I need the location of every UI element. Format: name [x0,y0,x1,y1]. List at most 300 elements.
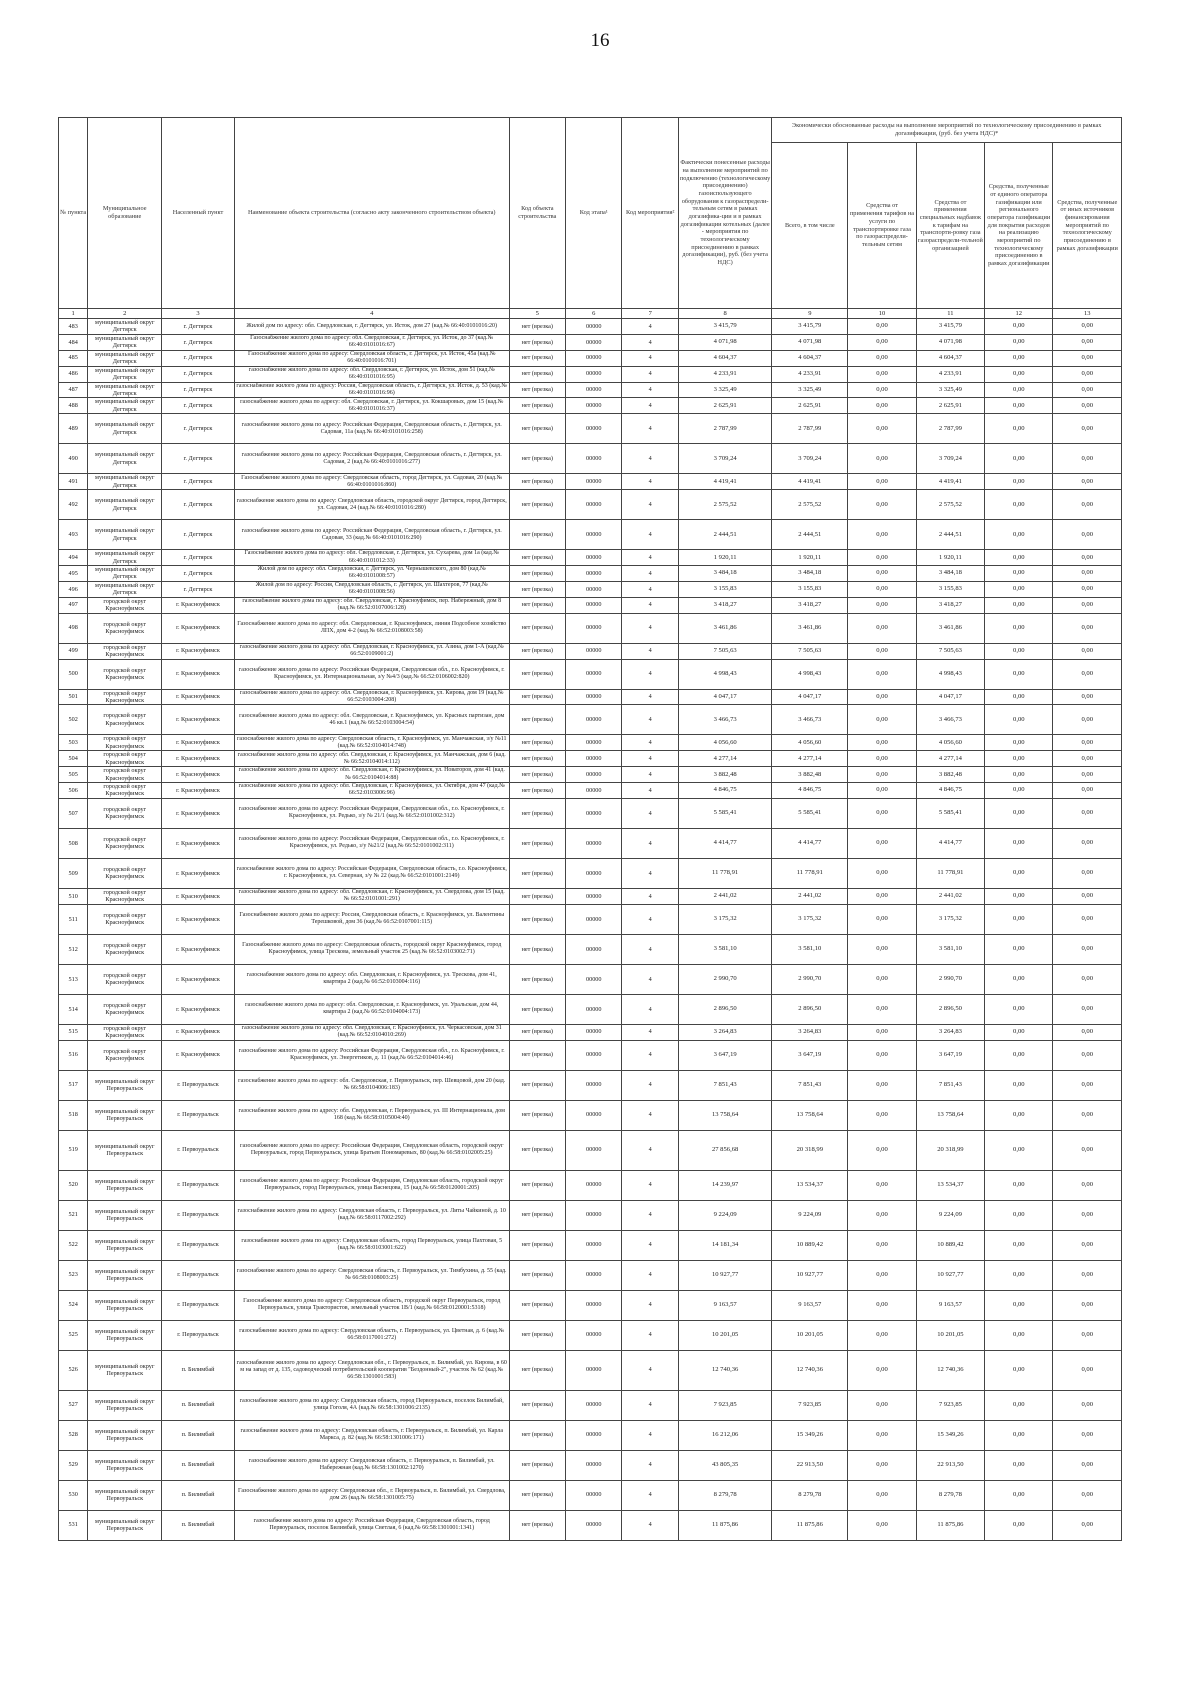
object-code-cell: нет (врезка) [509,767,565,783]
table-row [59,350,1122,366]
other-funds-cell: 0,00 [1053,1260,1122,1290]
object-code-cell: нет (врезка) [509,798,565,828]
header-economic-costs-group: Экономически обоснованные расходы на выполнение мероприятий по технологическому присоединению в рамках догазификации, (руб. без учета НДС)* [772,118,1122,143]
actual-costs-cell: 3 418,27 [678,597,771,613]
table-row [59,1260,1122,1290]
table-row [59,659,1122,689]
surcharge-funds-cell: 4 846,75 [916,783,984,799]
municipality-cell: муниципальный округ Первоуральск [88,1170,162,1200]
object-code-cell: нет (врезка) [509,490,565,520]
event-code-cell: 4 [622,643,678,659]
row-number: 527 [59,1390,88,1420]
object-code-cell: нет (врезка) [509,350,565,366]
row-number: 483 [59,319,88,335]
actual-costs-cell: 1 920,11 [678,550,771,566]
column-number: 8 [678,309,771,319]
operator-funds-cell: 0,00 [985,1260,1053,1290]
operator-funds-cell: 0,00 [985,659,1053,689]
row-number: 486 [59,366,88,382]
table-row [59,735,1122,751]
surcharge-funds-cell: 2 444,51 [916,520,984,550]
total-cell: 1 920,11 [772,550,848,566]
event-code-cell: 4 [622,659,678,689]
operator-funds-cell: 0,00 [985,597,1053,613]
table-row [59,566,1122,582]
settlement-cell: г. Красноуфимск [162,643,235,659]
surcharge-funds-cell: 13 534,37 [916,1170,984,1200]
surcharge-funds-cell: 7 851,43 [916,1070,984,1100]
surcharge-funds-cell: 2 896,50 [916,994,984,1024]
other-funds-cell: 0,00 [1053,751,1122,767]
object-name-cell: Газоснабжение жилого дома по адресу: обл. Свердловская, г. Красноуфимск, линия Подсобное хозяйство ЛПХ, дом 4-2 (кад.№ 66:52:0108003:58) [234,613,509,643]
total-cell: 4 047,17 [772,689,848,705]
object-code-cell: нет (врезка) [509,520,565,550]
event-code-cell: 4 [622,398,678,414]
other-funds-cell: 0,00 [1053,1350,1122,1390]
stage-code-cell: 00000 [566,444,622,474]
operator-funds-cell: 0,00 [985,566,1053,582]
actual-costs-cell: 2 787,99 [678,414,771,444]
settlement-cell: г. Красноуфимск [162,828,235,858]
stage-code-cell: 00000 [566,1420,622,1450]
surcharge-funds-cell: 3 647,19 [916,1040,984,1070]
total-cell: 4 604,37 [772,350,848,366]
settlement-cell: п. Билимбай [162,1450,235,1480]
total-cell: 4 233,91 [772,366,848,382]
header-stage-code: Код этапа¹ [566,118,622,309]
row-number: 485 [59,350,88,366]
event-code-cell: 4 [622,597,678,613]
operator-funds-cell: 0,00 [985,783,1053,799]
surcharge-funds-cell: 3 264,83 [916,1024,984,1040]
event-code-cell: 4 [622,1510,678,1540]
surcharge-funds-cell: 2 575,52 [916,490,984,520]
operator-funds-cell: 0,00 [985,751,1053,767]
event-code-cell: 4 [622,783,678,799]
municipality-cell: городской округ Красноуфимск [88,659,162,689]
table-row [59,1130,1122,1170]
table-row [59,828,1122,858]
row-number: 531 [59,1510,88,1540]
object-name-cell: газоснабжение жилого дома по адресу: обл. Свердловская, г. Красноуфимск, ул. Черкасовская, дом 31 (кад.№ 66:52:0104010:269) [234,1024,509,1040]
surcharge-funds-cell: 4 047,17 [916,689,984,705]
tariff-funds-cell: 0,00 [848,751,916,767]
object-code-cell: нет (врезка) [509,904,565,934]
tariff-funds-cell: 0,00 [848,1100,916,1130]
row-number: 501 [59,689,88,705]
column-number: 6 [566,309,622,319]
table-row [59,366,1122,382]
tariff-funds-cell: 0,00 [848,705,916,735]
row-number: 513 [59,964,88,994]
tariff-funds-cell: 0,00 [848,414,916,444]
object-name-cell: Газоснабжение жилого дома по адресу: Россия, Свердловская область, г. Красноуфимск, ул. Валентины Терешковой, дом 36 (кад.№ 66:52:0107001:115) [234,904,509,934]
settlement-cell: г. Дегтярск [162,581,235,597]
object-code-cell: нет (врезка) [509,398,565,414]
other-funds-cell: 0,00 [1053,613,1122,643]
stage-code-cell: 00000 [566,828,622,858]
row-number: 510 [59,888,88,904]
total-cell: 10 201,05 [772,1320,848,1350]
other-funds-cell: 0,00 [1053,319,1122,335]
object-code-cell: нет (врезка) [509,474,565,490]
surcharge-funds-cell: 15 349,26 [916,1420,984,1450]
object-code-cell: нет (врезка) [509,382,565,398]
tariff-funds-cell: 0,00 [848,964,916,994]
total-cell: 3 415,79 [772,319,848,335]
actual-costs-cell: 10 201,05 [678,1320,771,1350]
settlement-cell: г. Красноуфимск [162,597,235,613]
settlement-cell: г. Первоуральск [162,1170,235,1200]
operator-funds-cell: 0,00 [985,904,1053,934]
stage-code-cell: 00000 [566,1024,622,1040]
operator-funds-cell: 0,00 [985,964,1053,994]
settlement-cell: г. Красноуфимск [162,751,235,767]
total-cell: 3 466,73 [772,705,848,735]
event-code-cell: 4 [622,414,678,444]
gasification-costs-table [58,117,1122,1541]
municipality-cell: муниципальный округ Дегтярск [88,334,162,350]
stage-code-cell: 00000 [566,1070,622,1100]
total-cell: 7 923,85 [772,1390,848,1420]
object-name-cell: Газоснабжение жилого дома по адресу: Свердловская обл., г. Первоуральск, п. Билимбай, ул. Свердлова, дом 26 (кад.№ 66:58:1301005:75) [234,1480,509,1510]
settlement-cell: г. Красноуфимск [162,613,235,643]
total-cell: 3 325,49 [772,382,848,398]
actual-costs-cell: 3 175,32 [678,904,771,934]
object-code-cell: нет (врезка) [509,1390,565,1420]
operator-funds-cell: 0,00 [985,735,1053,751]
actual-costs-cell: 7 505,63 [678,643,771,659]
actual-costs-cell: 12 740,36 [678,1350,771,1390]
table-row [59,1200,1122,1230]
table-row [59,382,1122,398]
event-code-cell: 4 [622,1320,678,1350]
object-name-cell: газоснабжение жилого дома по адресу: Свердловская область, город Первоуральск, поселок Билимбай, улица Гоголя, 4А (кад.№ 66:58:1301006:2135) [234,1390,509,1420]
settlement-cell: г. Дегтярск [162,398,235,414]
municipality-cell: городской округ Красноуфимск [88,613,162,643]
object-code-cell: нет (врезка) [509,597,565,613]
object-name-cell: газоснабжение жилого дома по адресу: Свердловская область, г. Первоуральск, ул. Цветная, д. 6 (кад.№ 66:58:0117001:272) [234,1320,509,1350]
other-funds-cell: 0,00 [1053,735,1122,751]
row-number: 528 [59,1420,88,1450]
other-funds-cell: 0,00 [1053,964,1122,994]
table-body [59,309,1122,1541]
row-number: 495 [59,566,88,582]
tariff-funds-cell: 0,00 [848,735,916,751]
surcharge-funds-cell: 5 585,41 [916,798,984,828]
tariff-funds-cell: 0,00 [848,1170,916,1200]
table-row [59,798,1122,828]
surcharge-funds-cell: 10 201,05 [916,1320,984,1350]
surcharge-funds-cell: 4 998,43 [916,659,984,689]
table-row [59,858,1122,888]
municipality-cell: муниципальный округ Дегтярск [88,474,162,490]
municipality-cell: городской округ Красноуфимск [88,783,162,799]
object-code-cell: нет (врезка) [509,581,565,597]
settlement-cell: г. Красноуфимск [162,994,235,1024]
tariff-funds-cell: 0,00 [848,828,916,858]
row-number: 494 [59,550,88,566]
municipality-cell: муниципальный округ Первоуральск [88,1070,162,1100]
table-row [59,613,1122,643]
row-number: 496 [59,581,88,597]
event-code-cell: 4 [622,490,678,520]
actual-costs-cell: 2 896,50 [678,994,771,1024]
surcharge-funds-cell: 4 414,77 [916,828,984,858]
table-row [59,1510,1122,1540]
row-number: 506 [59,783,88,799]
surcharge-funds-cell: 2 787,99 [916,414,984,444]
tariff-funds-cell: 0,00 [848,904,916,934]
other-funds-cell: 0,00 [1053,1040,1122,1070]
actual-costs-cell: 3 155,83 [678,581,771,597]
municipality-cell: муниципальный округ Дегтярск [88,581,162,597]
stage-code-cell: 00000 [566,366,622,382]
municipality-cell: городской округ Красноуфимск [88,904,162,934]
header-object-code: Код объекта строительства [509,118,565,309]
stage-code-cell: 00000 [566,1290,622,1320]
actual-costs-cell: 27 856,68 [678,1130,771,1170]
operator-funds-cell: 0,00 [985,474,1053,490]
header-settlement: Населенный пункт [162,118,235,309]
object-name-cell: газоснабжение жилого дома по адресу: обл. Свердловская, г. Красноуфимск, ул. Новаторов, дом 41 (кад.№ 66:52:0104014:88) [234,767,509,783]
event-code-cell: 4 [622,888,678,904]
stage-code-cell: 00000 [566,334,622,350]
settlement-cell: г. Дегтярск [162,566,235,582]
settlement-cell: г. Первоуральск [162,1320,235,1350]
table-row [59,520,1122,550]
stage-code-cell: 00000 [566,550,622,566]
table-row [59,550,1122,566]
settlement-cell: г. Красноуфимск [162,783,235,799]
surcharge-funds-cell: 3 461,86 [916,613,984,643]
other-funds-cell: 0,00 [1053,1024,1122,1040]
column-number: 10 [848,309,916,319]
stage-code-cell: 00000 [566,659,622,689]
object-code-cell: нет (врезка) [509,751,565,767]
settlement-cell: г. Красноуфимск [162,1024,235,1040]
event-code-cell: 4 [622,550,678,566]
operator-funds-cell: 0,00 [985,581,1053,597]
other-funds-cell: 0,00 [1053,1290,1122,1320]
settlement-cell: г. Первоуральск [162,1260,235,1290]
row-number: 493 [59,520,88,550]
municipality-cell: городской округ Красноуфимск [88,888,162,904]
municipality-cell: городской округ Красноуфимск [88,1024,162,1040]
actual-costs-cell: 4 998,43 [678,659,771,689]
row-number: 507 [59,798,88,828]
actual-costs-cell: 11 778,91 [678,858,771,888]
event-code-cell: 4 [622,444,678,474]
other-funds-cell: 0,00 [1053,767,1122,783]
actual-costs-cell: 4 419,41 [678,474,771,490]
settlement-cell: г. Дегтярск [162,382,235,398]
surcharge-funds-cell: 20 318,99 [916,1130,984,1170]
object-name-cell: газоснабжение жилого дома по адресу: Российская Федерация, Свердловская область, г. Дегтярск, ул. Садовая, 33 (кад.№ 66:40:0101016:290) [234,520,509,550]
settlement-cell: п. Билимбай [162,1350,235,1390]
settlement-cell: г. Красноуфимск [162,964,235,994]
row-number: 504 [59,751,88,767]
actual-costs-cell: 3 484,18 [678,566,771,582]
tariff-funds-cell: 0,00 [848,566,916,582]
other-funds-cell: 0,00 [1053,1100,1122,1130]
operator-funds-cell: 0,00 [985,858,1053,888]
total-cell: 12 740,36 [772,1350,848,1390]
total-cell: 3 461,86 [772,613,848,643]
surcharge-funds-cell: 11 778,91 [916,858,984,888]
object-code-cell: нет (врезка) [509,1200,565,1230]
total-cell: 4 056,60 [772,735,848,751]
other-funds-cell: 0,00 [1053,366,1122,382]
row-number: 508 [59,828,88,858]
actual-costs-cell: 2 625,91 [678,398,771,414]
surcharge-funds-cell: 3 882,48 [916,767,984,783]
object-code-cell: нет (врезка) [509,334,565,350]
settlement-cell: г. Красноуфимск [162,888,235,904]
settlement-cell: г. Красноуфимск [162,767,235,783]
page-number: 16 [590,30,610,51]
tariff-funds-cell: 0,00 [848,1480,916,1510]
tariff-funds-cell: 0,00 [848,334,916,350]
actual-costs-cell: 16 212,06 [678,1420,771,1450]
operator-funds-cell: 0,00 [985,1024,1053,1040]
tariff-funds-cell: 0,00 [848,398,916,414]
actual-costs-cell: 3 415,79 [678,319,771,335]
object-name-cell: газоснабжение жилого дома по адресу: обл. Свердловская, г. Красноуфимск, ул. Красных партизан, дом 46 кв.1 (кад.№ 66:52:0103004:54) [234,705,509,735]
surcharge-funds-cell: 3 581,10 [916,934,984,964]
object-code-cell: нет (врезка) [509,1170,565,1200]
object-code-cell: нет (врезка) [509,319,565,335]
stage-code-cell: 00000 [566,888,622,904]
operator-funds-cell: 0,00 [985,1420,1053,1450]
municipality-cell: муниципальный округ Дегтярск [88,490,162,520]
actual-costs-cell: 2 441,02 [678,888,771,904]
event-code-cell: 4 [622,581,678,597]
operator-funds-cell: 0,00 [985,319,1053,335]
other-funds-cell: 0,00 [1053,1200,1122,1230]
municipality-cell: муниципальный округ Первоуральск [88,1230,162,1260]
total-cell: 2 575,52 [772,490,848,520]
row-number: 505 [59,767,88,783]
stage-code-cell: 00000 [566,474,622,490]
municipality-cell: муниципальный округ Дегтярск [88,414,162,444]
tariff-funds-cell: 0,00 [848,1450,916,1480]
header-municipality: Муниципальное образование [88,118,162,309]
surcharge-funds-cell: 22 913,50 [916,1450,984,1480]
object-code-cell: нет (врезка) [509,1450,565,1480]
surcharge-funds-cell: 2 441,02 [916,888,984,904]
table-row [59,1350,1122,1390]
actual-costs-cell: 4 233,91 [678,366,771,382]
actual-costs-cell: 13 758,64 [678,1100,771,1130]
table-row [59,597,1122,613]
surcharge-funds-cell: 13 758,64 [916,1100,984,1130]
event-code-cell: 4 [622,566,678,582]
other-funds-cell: 0,00 [1053,444,1122,474]
tariff-funds-cell: 0,00 [848,1024,916,1040]
other-funds-cell: 0,00 [1053,783,1122,799]
surcharge-funds-cell: 3 175,32 [916,904,984,934]
object-name-cell: газоснабжение жилого дома по адресу: Свердловская область, город Первоуральск, улица Пахтовая, 5 (кад.№ 66:58:0103001:622) [234,1230,509,1260]
tariff-funds-cell: 0,00 [848,767,916,783]
object-name-cell: газоснабжение жилого дома по адресу: Российская Федерация, Свердловская область, городской округ Первоуральск, город Первоуральск, улица Васнецова, 15 (кад.№ 66:58:0120001:205) [234,1170,509,1200]
table-row [59,1170,1122,1200]
actual-costs-cell: 4 414,77 [678,828,771,858]
row-number: 487 [59,382,88,398]
operator-funds-cell: 0,00 [985,366,1053,382]
operator-funds-cell: 0,00 [985,1070,1053,1100]
row-number: 490 [59,444,88,474]
table-row [59,1290,1122,1320]
operator-funds-cell: 0,00 [985,350,1053,366]
object-name-cell: газоснабжение жилого дома по адресу: Российская Федерация, Свердловская область, городской округ Первоуральск, город Первоуральск, улица Братьев Пономаревых, 80 (кад.№ 66:58:0102005:25) [234,1130,509,1170]
surcharge-funds-cell: 2 625,91 [916,398,984,414]
surcharge-funds-cell: 3 415,79 [916,319,984,335]
object-name-cell: газоснабжение жилого дома по адресу: обл. Свердловская, г. Первоуральск, пер. Шевцовой, дом 20 (кад.№ 66:58:0104006:183) [234,1070,509,1100]
event-code-cell: 4 [622,1040,678,1070]
tariff-funds-cell: 0,00 [848,1230,916,1260]
tariff-funds-cell: 0,00 [848,1130,916,1170]
event-code-cell: 4 [622,1290,678,1320]
total-cell: 3 264,83 [772,1024,848,1040]
surcharge-funds-cell: 4 277,14 [916,751,984,767]
column-number: 3 [162,309,235,319]
table-row [59,474,1122,490]
municipality-cell: городской округ Красноуфимск [88,643,162,659]
table-row [59,1024,1122,1040]
table-row [59,767,1122,783]
operator-funds-cell: 0,00 [985,1350,1053,1390]
row-number: 523 [59,1260,88,1290]
surcharge-funds-cell: 4 604,37 [916,350,984,366]
total-cell: 4 998,43 [772,659,848,689]
event-code-cell: 4 [622,1200,678,1230]
stage-code-cell: 00000 [566,520,622,550]
settlement-cell: г. Красноуфимск [162,934,235,964]
other-funds-cell: 0,00 [1053,1390,1122,1420]
stage-code-cell: 00000 [566,490,622,520]
stage-code-cell: 00000 [566,1350,622,1390]
stage-code-cell: 00000 [566,1040,622,1070]
municipality-cell: муниципальный округ Первоуральск [88,1100,162,1130]
total-cell: 10 927,77 [772,1260,848,1290]
column-number: 4 [234,309,509,319]
other-funds-cell: 0,00 [1053,581,1122,597]
stage-code-cell: 00000 [566,783,622,799]
other-funds-cell: 0,00 [1053,566,1122,582]
row-number: 514 [59,994,88,1024]
municipality-cell: муниципальный округ Дегтярск [88,350,162,366]
other-funds-cell: 0,00 [1053,643,1122,659]
other-funds-cell: 0,00 [1053,550,1122,566]
event-code-cell: 4 [622,1070,678,1100]
surcharge-funds-cell: 1 920,11 [916,550,984,566]
other-funds-cell: 0,00 [1053,382,1122,398]
other-funds-cell: 0,00 [1053,1480,1122,1510]
object-code-cell: нет (врезка) [509,828,565,858]
tariff-funds-cell: 0,00 [848,1420,916,1450]
tariff-funds-cell: 0,00 [848,888,916,904]
other-funds-cell: 0,00 [1053,689,1122,705]
settlement-cell: п. Билимбай [162,1420,235,1450]
settlement-cell: г. Первоуральск [162,1100,235,1130]
table-row [59,1040,1122,1070]
tariff-funds-cell: 0,00 [848,783,916,799]
object-code-cell: нет (врезка) [509,1130,565,1170]
surcharge-funds-cell: 4 233,91 [916,366,984,382]
actual-costs-cell: 7 851,43 [678,1070,771,1100]
object-name-cell: Газоснабжение жилого дома по адресу: обл. Свердловская, г. Дегтярск, ул. Сухарева, дом 1а (кад.№ 66:40:0101012:33) [234,550,509,566]
